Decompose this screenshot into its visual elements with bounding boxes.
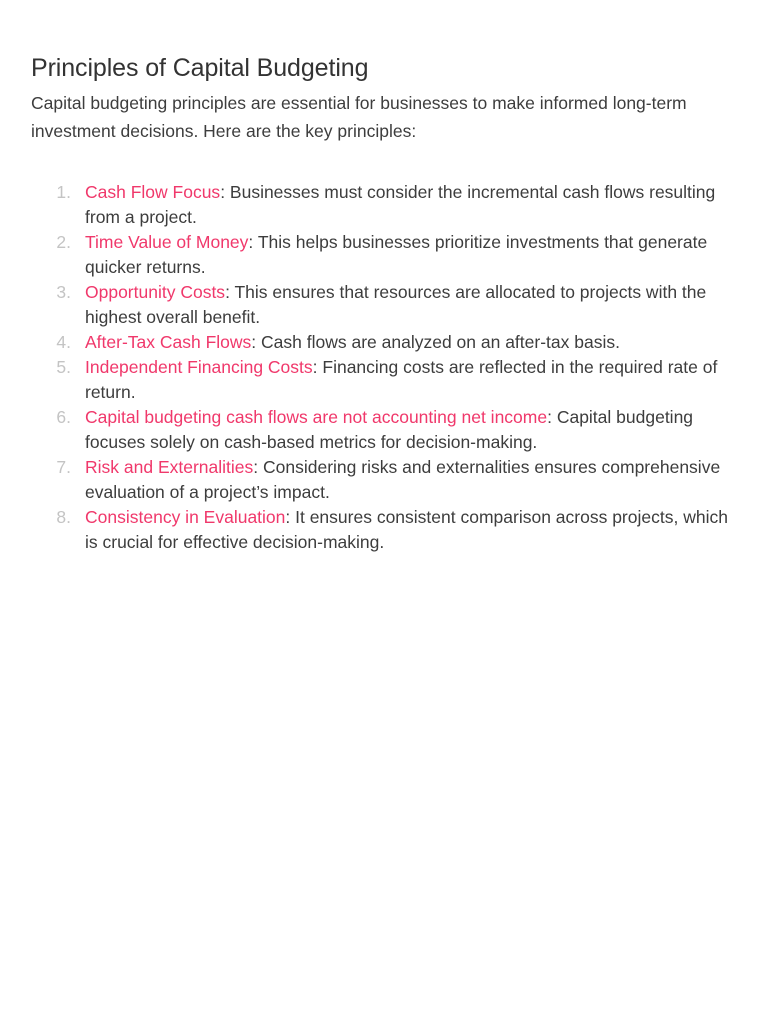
list-item: [31, 505, 738, 555]
list-item-number: 8.: [56, 507, 71, 527]
principle-term: After-Tax Cash Flows: [85, 332, 252, 352]
list-item-content: [85, 355, 735, 405]
principle-term: Cash Flow Focus: [85, 182, 221, 202]
list-item-number: 6.: [56, 407, 71, 427]
list-item-content: [85, 280, 735, 330]
principle-term: Capital budgeting cash flows are not accounting net income: [85, 407, 548, 427]
principle-description: : Cash flows are analyzed on an after-tax basis.: [251, 332, 620, 352]
principle-term: Independent Financing Costs: [85, 357, 313, 377]
principle-description: : This ensures that resources are allocated to projects with the highest overall benefit.: [85, 282, 707, 327]
list-item: [31, 180, 738, 230]
list-item-number: 7.: [56, 457, 71, 477]
list-item-content: [85, 180, 735, 230]
list-item: [31, 330, 738, 355]
principle-description: : Businesses must consider the incremental cash flows resulting from a project.: [85, 182, 716, 227]
list-item-content: [85, 455, 735, 505]
list-item-number: 3.: [56, 282, 71, 302]
intro-paragraph: Capital budgeting principles are essential for businesses to make informed long-term investment decisions. Here are the key principles:: [31, 93, 687, 141]
page-title: Principles of Capital Budgeting: [31, 54, 369, 82]
list-item-number: 1.: [56, 182, 71, 202]
list-item-content: [85, 505, 735, 555]
list-item-content: [85, 230, 735, 280]
principle-term: Consistency in Evaluation: [85, 507, 286, 527]
principle-description: : Financing costs are reflected in the required rate of return.: [85, 357, 718, 402]
list-item: [31, 280, 738, 330]
principle-term: Risk and Externalities: [85, 457, 254, 477]
list-item-number: 4.: [56, 332, 71, 352]
list-item-content: [85, 405, 735, 455]
principle-description: : Capital budgeting focuses solely on cash-based metrics for decision-making.: [85, 407, 694, 452]
list-item: [31, 405, 738, 455]
list-item-number: 2.: [56, 232, 71, 252]
list-item-content: [85, 330, 735, 355]
list-item: [31, 455, 738, 505]
principles-list: [31, 180, 738, 555]
principle-description: : Considering risks and externalities ensures comprehensive evaluation of a project’s impact.: [85, 457, 721, 502]
principle-term: Time Value of Money: [85, 232, 249, 252]
principle-description: : This helps businesses prioritize investments that generate quicker returns.: [85, 232, 708, 277]
list-item: [31, 230, 738, 280]
principle-term: Opportunity Costs: [85, 282, 226, 302]
list-item-number: 5.: [56, 357, 71, 377]
list-item: [31, 355, 738, 405]
principle-description: : It ensures consistent comparison across projects, which is crucial for effective decision-making.: [85, 507, 728, 552]
